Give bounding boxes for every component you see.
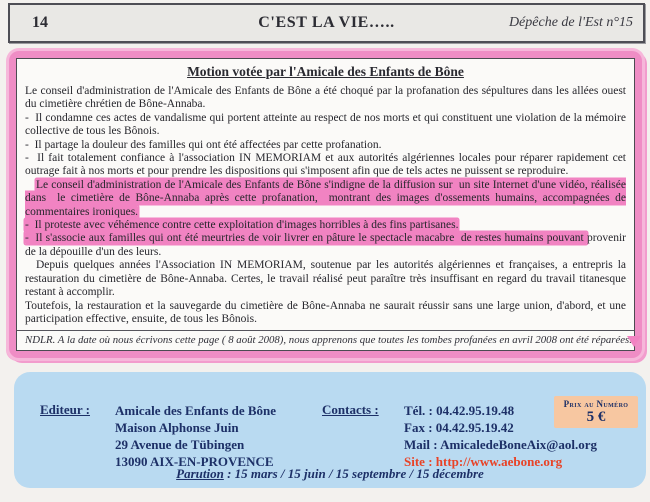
divider xyxy=(17,330,634,331)
motion-body xyxy=(25,85,626,326)
motion-paragraph xyxy=(25,112,626,139)
paragraph-text: - Il condamne ces actes de vandalisme qui portent atteinte au respect de nos morts et qui constituent une violation de la mémoire collective de tous les Bônois. xyxy=(25,111,626,138)
motion-paragraph xyxy=(25,300,626,327)
paragraph-text: Depuis quelques années l'Association IN MEMORIAM, soutenue par les autorités algériennes et françaises, a entrepris la restauration du cimetière de Bône-Annaba. Certes, le travail réalisé peut paraître très insuffisant en regard du travail titanesque restant à accomplir. xyxy=(25,259,626,299)
pink-marker-arrow-icon xyxy=(627,336,641,347)
price-tag xyxy=(554,396,638,428)
editor-label: Editeur : xyxy=(40,402,90,417)
paragraph-text: provenir de la dépouille d'un des leurs. xyxy=(25,232,626,258)
paragraph-text: Le conseil d'administration de l'Amicale des Enfants de Bône a été choqué par la profanation des sépultures dans les allées ouest du cimetière chrétien de Bône-Annaba. xyxy=(25,85,626,111)
website-line: Site : http://www.aebone.org xyxy=(404,454,563,469)
motion-title: Motion votée par l'Amicale des Enfants de Bône xyxy=(187,64,464,79)
ndlr-note: NDLR. A la date où nous écrivons cette page ( 8 août 2008), nous apprenons que toutes les tombes profanées en avril 2008 ont été réparées. xyxy=(25,334,632,347)
motion-paragraph xyxy=(25,152,626,179)
contact-line: Mail : AmicaledeBoneAix@aol.org xyxy=(404,437,597,452)
motion-paragraph xyxy=(25,139,626,152)
contact-line: Tél. : 04.42.95.19.48 xyxy=(404,403,515,418)
motion-box xyxy=(9,51,642,358)
address-line: 13090 AIX-EN-PROVENCE xyxy=(115,454,274,469)
editor-address xyxy=(115,402,276,470)
motion-paragraph xyxy=(25,232,626,259)
price-label: Prix au Numéro xyxy=(563,399,629,409)
price-value: 5 € xyxy=(586,409,606,425)
parution-label: Parution xyxy=(176,466,224,481)
contacts-label: Contacts : xyxy=(322,402,379,417)
address-line: Maison Alphonse Juin xyxy=(115,420,239,435)
address-line: Amicale des Enfants de Bône xyxy=(115,403,277,418)
address-line: 29 Avenue de Tübingen xyxy=(115,437,245,452)
paragraph-text: Toutefois, la restauration et la sauvegarde du cimetière de Bône-Annaba ne saurait réussir sans une large union, d'abord, et une participation effective, ensuite, de tous les Bônois. xyxy=(25,299,626,325)
page-number: 14 xyxy=(32,14,48,31)
publisher-info-box xyxy=(14,372,646,488)
highlighted-text: - Il proteste avec véhémence contre cette exploitation d'images horribles à des fins partisanes. xyxy=(25,219,459,232)
highlighted-text: - Il s'associe aux familles qui ont été meurtries de voir livrer en pâture le spectacle macabre de restes humains pouvant xyxy=(25,232,588,245)
highlighted-text: Le conseil d'administration de l'Amicale des Enfants de Bône s'indigne de la diffusion sur un site Internet d'une vidéo, réalisée dans le cimetière de Bône-Annaba après cette profanation, montrant des images d'ossements humains, accompagnées de commentaires ironiques. xyxy=(25,178,626,218)
motion-paragraph xyxy=(25,259,626,299)
page-header xyxy=(8,3,645,43)
page-title: C'EST LA VIE….. xyxy=(258,14,395,31)
issue-label: Dépêche de l'Est n°15 xyxy=(508,15,633,30)
motion-paragraph xyxy=(25,85,626,112)
paragraph-text: - Il fait totalement confiance à l'association IN MEMORIAM et aux autorités algériennes locales pour réparer rapidement cet outrage fait à nos morts et pour prendre les dispositions qui s'imposent afin que de tels actes ne puissent se reproduire. xyxy=(25,152,626,178)
contact-line: Fax : 04.42.95.19.42 xyxy=(404,420,514,435)
motion-paragraph xyxy=(25,219,626,232)
motion-paragraph xyxy=(25,179,626,219)
publication-schedule xyxy=(14,466,646,482)
parution-dates: : 15 mars / 15 juin / 15 septembre / 15 décembre xyxy=(223,466,484,481)
motion-box-inner xyxy=(16,58,635,351)
paragraph-text: - Il partage la douleur des familles qui ont été affectées par cette profanation. xyxy=(25,138,382,151)
